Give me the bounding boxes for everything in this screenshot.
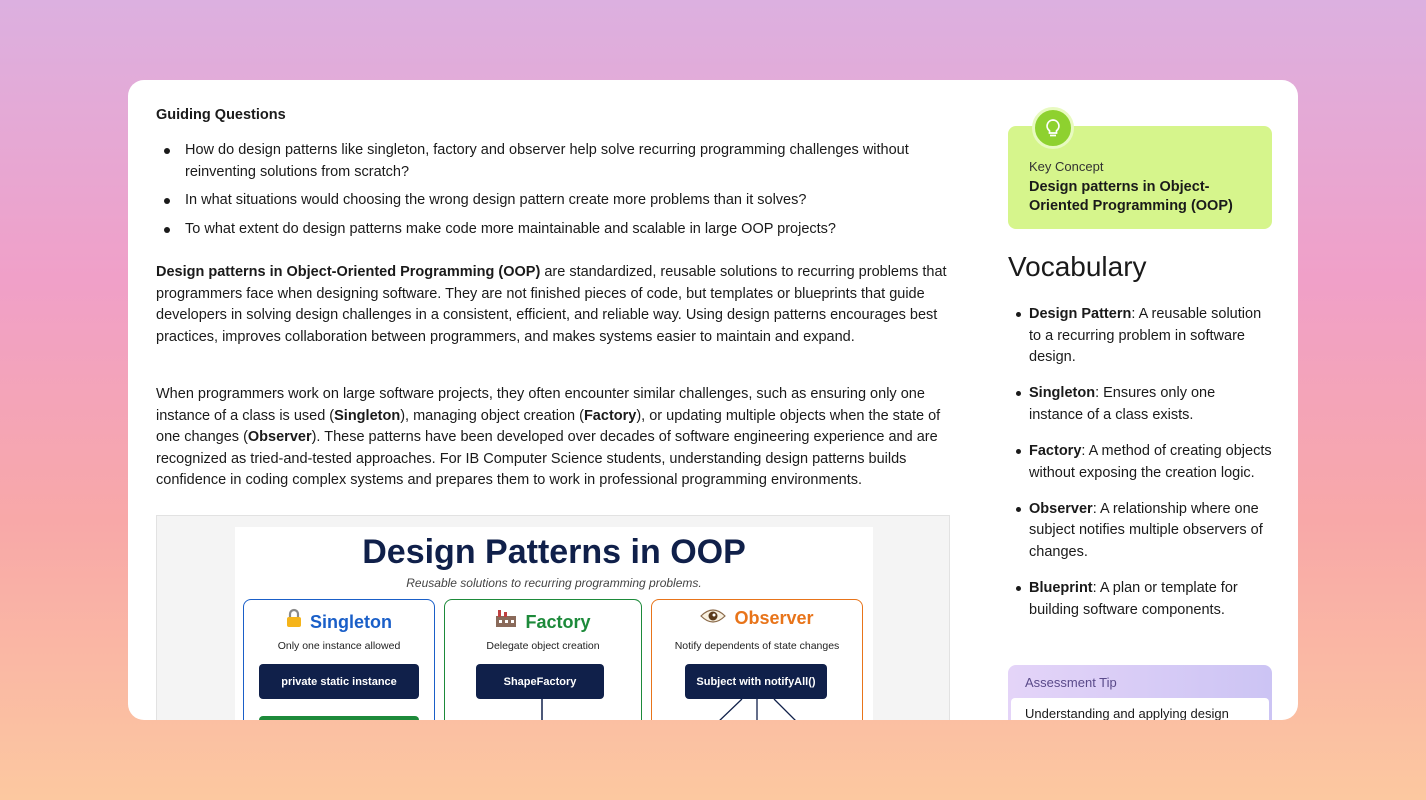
observer-name: Observer xyxy=(734,608,814,628)
factory-panel xyxy=(444,599,642,720)
text-segment: When programmers work on large software projects, they often encounter similar challenges, such as ensuring only one instance of a class is used ( xyxy=(156,386,925,424)
singleton-green-bar xyxy=(259,716,419,720)
factory-icon xyxy=(495,608,517,633)
term-factory: Factory xyxy=(583,407,637,424)
observer-desc: Notify dependents of state changes xyxy=(674,640,840,652)
vocab-def: : A method of creating objects without exposing the creation logic. xyxy=(1029,442,1272,481)
vocab-term: Design Pattern xyxy=(1029,306,1132,322)
guiding-questions-list xyxy=(156,140,946,247)
vocab-term: Observer xyxy=(1029,500,1093,517)
text-segment: ), managing object creation ( xyxy=(400,407,584,424)
observer-connectors xyxy=(692,699,822,720)
observer-box: Subject with notifyAll() xyxy=(685,664,827,699)
key-concept-title: Design patterns in Object-Oriented Programming (OOP) xyxy=(1029,179,1233,214)
key-concept-label: Key Concept xyxy=(1029,159,1104,174)
vocab-def: : Ensures only one instance of a class exists. xyxy=(1029,385,1216,423)
eye-icon xyxy=(700,608,726,629)
intro-term: Design patterns in Object-Oriented Programming (OOP) xyxy=(156,264,541,280)
design-patterns-infographic xyxy=(235,527,873,720)
infographic-frame xyxy=(156,515,950,720)
vocab-def: : A plan or template for building software components. xyxy=(1029,579,1238,618)
vocabulary-list xyxy=(1008,304,1272,636)
vocab-term: Blueprint xyxy=(1029,579,1093,596)
list-item: To what extent do design patterns make code more maintainable and scalable in large OOP projects? xyxy=(156,219,946,241)
assessment-tip-body: Understanding and applying design xyxy=(1011,698,1269,720)
list-item xyxy=(1008,499,1272,564)
lesson-card xyxy=(128,80,1298,720)
vocab-def: : A reusable solution to a recurring problem in software design. xyxy=(1029,306,1262,366)
assessment-tip-label: Assessment Tip xyxy=(1025,675,1117,690)
term-singleton: Singleton xyxy=(334,407,401,424)
list-item xyxy=(1008,578,1272,621)
infographic-title: Design Patterns in OOP xyxy=(362,533,746,571)
singleton-name: Singleton xyxy=(310,612,392,632)
lightbulb-icon xyxy=(1032,107,1074,149)
list-item: How do design patterns like singleton, factory and observer help solve recurring programming challenges without reinventing solutions from scratch? xyxy=(156,140,946,183)
singleton-heading xyxy=(244,608,434,633)
infographic-subtitle: Reusable solutions to recurring programming problems. xyxy=(406,576,702,590)
singleton-desc: Only one instance allowed xyxy=(277,640,401,652)
guiding-questions-title: Guiding Questions xyxy=(156,107,286,123)
factory-desc: Delegate object creation xyxy=(486,640,600,652)
factory-heading xyxy=(445,608,641,633)
text-segment: ). These patterns have been developed over decades of software engineering experience and are recognized as tried-and-tested approaches. For IB Computer Science students, understanding design patterns builds confidence in coding complex systems and prepares them to work in professional programming environments. xyxy=(156,429,938,489)
vocab-term: Singleton xyxy=(1029,385,1096,402)
arrow-down-icon xyxy=(537,699,547,720)
factory-name: Factory xyxy=(525,612,591,632)
singleton-box: private static instance xyxy=(259,664,419,699)
intro-paragraph xyxy=(156,262,956,348)
intro-text: are standardized, reusable solutions to recurring problems that programmers face when designing software. They are not finished pieces of code, but templates or blueprints that guide developers in solving design challenges in a consistent, efficient, and reliable way. Using design patterns encourages best practices, improves collaboration between programmers, and makes systems easier to maintain and expand. xyxy=(156,264,947,345)
vocab-term: Factory xyxy=(1029,442,1082,459)
term-observer: Observer xyxy=(247,429,312,446)
text-segment: ), or updating multiple objects when the state of one changes ( xyxy=(156,407,941,446)
list-item xyxy=(1008,304,1272,369)
vocab-def: : A relationship where one subject notifies multiple observers of changes. xyxy=(1029,500,1263,560)
context-paragraph xyxy=(156,384,956,492)
assessment-tip-card xyxy=(1008,665,1272,720)
observer-heading xyxy=(652,608,862,629)
list-item: In what situations would choosing the wrong design pattern create more problems than it solves? xyxy=(156,190,946,212)
list-item xyxy=(1008,383,1272,426)
vocabulary-heading: Vocabulary xyxy=(1008,251,1147,282)
list-item xyxy=(1008,441,1272,484)
observer-panel xyxy=(651,599,863,720)
singleton-panel xyxy=(243,599,435,720)
factory-box: ShapeFactory xyxy=(476,664,604,699)
lock-icon xyxy=(286,608,302,633)
